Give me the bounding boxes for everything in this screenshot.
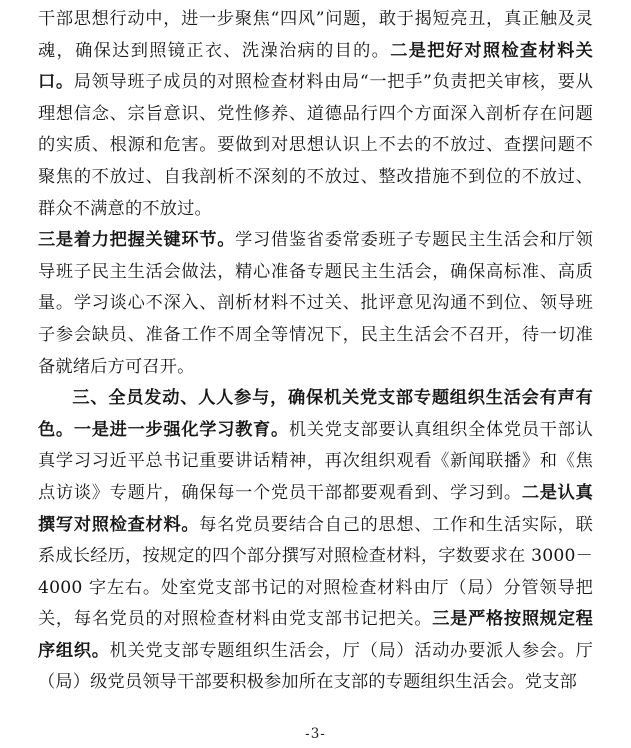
text-run: 学习借鉴省委常委班子专题民主生活会和厅领导班子民主生活会做法，精心准备专题民主生活会，确保高标准、高质量。学习谈心不深入、剖析材料不过关、批评意见沟通不到位、领导班子参会缺员、准备工作不周全等情况下，民主生活会不召开，待一切准备就绪后方可召开。 (38, 230, 593, 377)
text-run-bold: 三是着力把握关键环节。 (38, 230, 236, 251)
text-run: 机关党支部要认真组织全体党员干部认真学习习近平总书记重要讲话精神，再次组织观看《新闻联播》和《焦点访谈》专题片，确保每一个党员干部都要观看到、学习到。 (38, 419, 593, 503)
document-body (38, 4, 593, 699)
text-run: 机关党支部专题组织生活会，厅（局）活动办要派人参会。厅（局）级党员领导干部要积极参加所在支部的专题组织生活会。党支部 (38, 640, 593, 693)
text-run-bold: 二是认真撰写对照检查材料。 (38, 482, 593, 535)
section-heading: 三、全员发动、人人参与，确保机关党支部专题组织生活会有声有色。 (38, 388, 593, 440)
text-run: 每名党员要结合自己的思想、工作和生活实际，联系成长经历，按规定的四个部分撰写对照检查材料，字数要求在 3000－4000 字左右。处室党支部书记的对照检查材料由厅（局）分管领导把关，每名党员的对照检查材料由党支部书记把关。 (38, 514, 593, 630)
page-number: -3- (305, 726, 326, 742)
paragraph (38, 383, 593, 699)
paragraph (38, 225, 593, 383)
text-run: 干部思想行动中，进一步聚焦“四风”问题，敢于揭短亮丑，真正触及灵魂，确保达到照镜正衣、洗澡治病的目的。 (38, 9, 593, 61)
text-run-bold: 二是把好对照检查材料关口。 (38, 40, 594, 93)
text-run: 局领导班子成员的对照检查材料由局“一把手”负责把关审核，要从理想信念、宗旨意识、党性修养、道德品行四个方面深入剖析存在问题的实质、根源和危害。要做到对思想认识上不去的不放过、查摆问题不聚焦的不放过、自我剖析不深刻的不放过、整改措施不到位的不放过、群众不满意的不放过。 (38, 72, 594, 219)
text-run-bold: 一是进一步强化学习教育。 (73, 419, 289, 440)
text-run-bold: 三是严格按照规定程序组织。 (38, 609, 593, 661)
paragraph (38, 4, 593, 225)
